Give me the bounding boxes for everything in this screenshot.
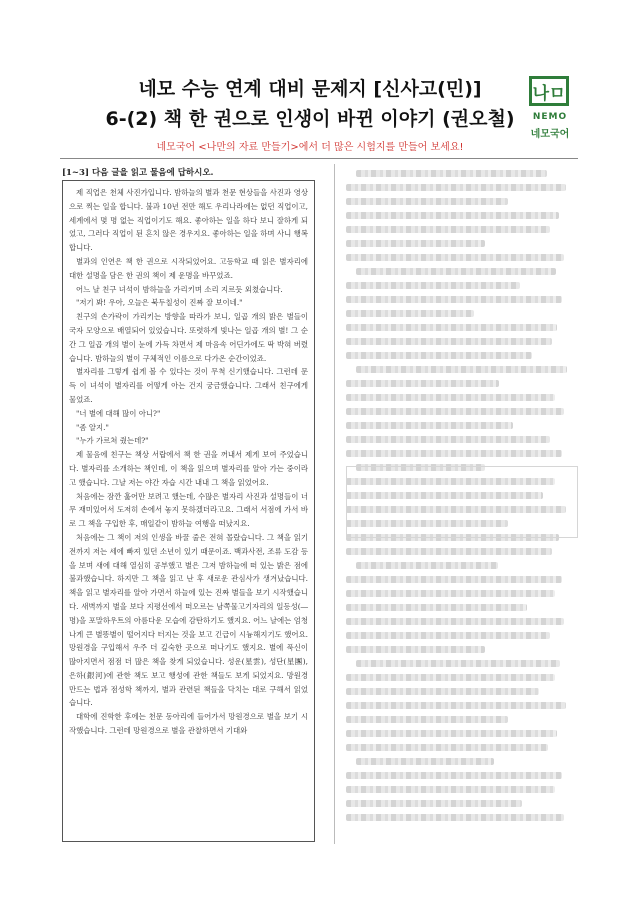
passage-paragraph: 친구의 손가락이 가리키는 방향을 따라가 보니, 일곱 개의 밝은 별들이 국자 모양으로 배열되어 있었습니다. 또렷하게 빛나는 일곱 개의 별! 그 순간 그 일곱 개의 별이 눈에 가득 차면서 제 마음속 어딘가에도 딱 박혀 버렸습니다. 밤하늘의 별이 구체적인 이름으로 다가온 순간이었죠. [69,312,308,363]
obscured-text-line [346,548,552,555]
obscured-text-line [346,394,555,401]
passage-paragraph: "저기 봐! 우아, 오늘은 북두칠성이 진짜 잘 보이네." [76,298,243,308]
obscured-choice-box [346,466,578,538]
passage-paragraph: 제 직업은 천체 사진가입니다. 밤하늘의 별과 천문 현상들을 사진과 영상으로 찍는 일을 합니다. 불과 10년 전만 해도 우리나라에는 없던 직업이고, 세계에서 몇 명 없는 직업이기도 해요. 좋아하는 일을 하다 보니 잘하게 되었고, 그러다 직업이 된 흔치 않은 경우지요. 좋아하는 일을 하며 사니 행복합니다. [69,188,308,253]
passage-paragraph: 대학에 진학한 후에는 천문 동아리에 들어가서 망원경으로 별을 보기 시작했습니다. 그런데 망원경으로 별을 관찰하면서 기대와 [69,712,308,736]
question-instruction: [1~3] 다음 글을 읽고 물음에 답하시오. [62,168,214,178]
obscured-text-line [356,366,567,373]
obscured-text-line [346,632,550,639]
obscured-text-line [356,170,547,177]
logo-glyph: 나ㅁ [532,83,566,104]
obscured-text-line [346,772,562,779]
obscured-text-line [346,646,485,653]
passage-paragraph: 처음에는 그 책이 저의 인생을 바꿀 줄은 전혀 몰랐습니다. 그 책을 읽기 전까지 저는 세에 빠져 있던 소년이 있기 때문이죠. 백과사전, 조류 도감 등을 보며 새에 대해 열심히 공부했고 별은 그저 밤하늘에 떠 있는 밝은 점에 불과했습니다. 하지만 그 책을 읽고 난 후 새로운 관심사가 생겨났습니다. 책을 읽고 별자리를 알아 가면서 하늘에 있는 진짜 별들을 보기 시작했습니다. 새벽까지 별을 보다 지평선에서 떠오르는 남쪽물고기자리의 일등성(―명)을 포말하우트의 아름다운 모습에 감탄하기도 했지요. 어느 날에는 엄청나게 큰 별똥별이 떨어지다 터지는 것을 보고 긴급이 시늉해지기도 했어요. 망원경을 구입해서 우주 더 깊숙한 곳으로 떠나기도 했지요. 별에 푹신이 많아지면서 점점 더 많은 책을 찾게 되었습니다. 성운(星雲), 성단(星團), 은하(銀河)에 관한 책도 보고 행성에 관한 책들도 보게 되었지요. 망원경 만드는 법과 점성학 책까지, 별과 관련된 책들을 닥치는 대로 구해서 읽었습니다. [69,532,308,708]
passage-paragraph: 제 물음에 친구는 책상 서랍에서 책 한 권을 꺼내서 제게 보여 주었습니다. 별자리를 소개하는 책인데, 이 책을 읽으며 별자리를 알아 가는 중이라고 했습니다. 그날 저는 야간 자습 시간 내내 그 책을 읽었어요. [69,450,308,487]
obscured-text-line [346,226,550,233]
obscured-text-line [346,744,548,751]
obscured-text-line [346,310,474,317]
obscured-text-line [356,268,556,275]
column-divider [334,164,335,844]
passage-paragraph: "좀 알지." [76,422,109,432]
obscured-text-line [346,254,564,261]
obscured-text-line [346,786,555,793]
obscured-text-line [346,380,499,387]
passage-paragraph: 별자리를 그렇게 쉽게 볼 수 있다는 것이 무척 신기했습니다. 그런데 문득 이 녀석이 별자리를 어떻게 아는 건지 궁금했습니다. 그래서 친구에게 물었죠. [69,367,308,404]
passage-paragraph: 어느 날 친구 녀석이 밤하늘을 가리키며 소리 지르듯 외쳤습니다. [76,284,283,294]
obscured-text-line [346,422,513,429]
obscured-text-line [346,590,555,597]
obscured-text-line [346,800,522,807]
passage-paragraph: "누가 가르쳐 줬는데?" [76,436,149,446]
obscured-text-line [346,450,562,457]
header-divider [60,158,578,159]
obscured-text-line [346,688,539,695]
obscured-text-line [346,282,520,289]
obscured-text-line [346,296,562,303]
reading-passage [62,180,315,842]
obscured-text-line [346,576,562,583]
obscured-text-line [356,562,498,569]
logo-korean-text: 네모국어 [530,129,570,140]
passage-paragraph: 처음에는 잠깐 훑어만 보려고 했는데, 수많은 별자리 사진과 설명들이 너무 재미있어서 도저히 손에서 놓지 못하겠더라고요. 그래서 서점에 가서 바로 그 책을 구입한 후, 매일같이 밤하늘 여행을 떠났지요. [69,491,308,529]
obscured-text-line [346,716,508,723]
obscured-text-line [346,198,508,205]
obscured-text-line [346,604,527,611]
obscured-text-line [346,240,485,247]
nemo-logo [523,74,577,154]
document-subtitle-heading: 6-(2) 책 한 권으로 인생이 바뀐 이야기 (권오철) [105,108,515,130]
obscured-text-line [346,436,550,443]
obscured-text-line [346,702,566,709]
obscured-text-line [356,660,560,667]
obscured-text-line [346,730,557,737]
obscured-text-line [346,408,564,415]
obscured-text-line [346,324,557,331]
obscured-text-line [346,338,552,345]
passage-paragraph: 별과의 인연은 책 한 권으로 시작되었어요. 고등학교 때 읽은 별자리에 대한 설명을 담은 한 권의 책이 제 운명을 바꾸었죠. [69,256,308,280]
obscured-text-line [346,212,559,219]
passage-paragraph: "너 별에 대해 많이 아니?" [76,408,161,418]
obscured-text-line [346,352,532,359]
logo-english-text: NEMO [532,112,568,122]
obscured-text-line [356,758,494,765]
obscured-text-line [346,618,564,625]
document-title: 네모 수능 연계 대비 문제지 [신사고(민)] [138,78,482,100]
blurred-questions-column [346,166,578,842]
promo-text: 네모국어 <나만의 자료 만들기>에서 더 많은 시험지를 만들어 보세요! [156,142,464,153]
obscured-text-line [346,184,566,191]
obscured-text-line [346,674,555,681]
obscured-text-line [346,814,564,821]
